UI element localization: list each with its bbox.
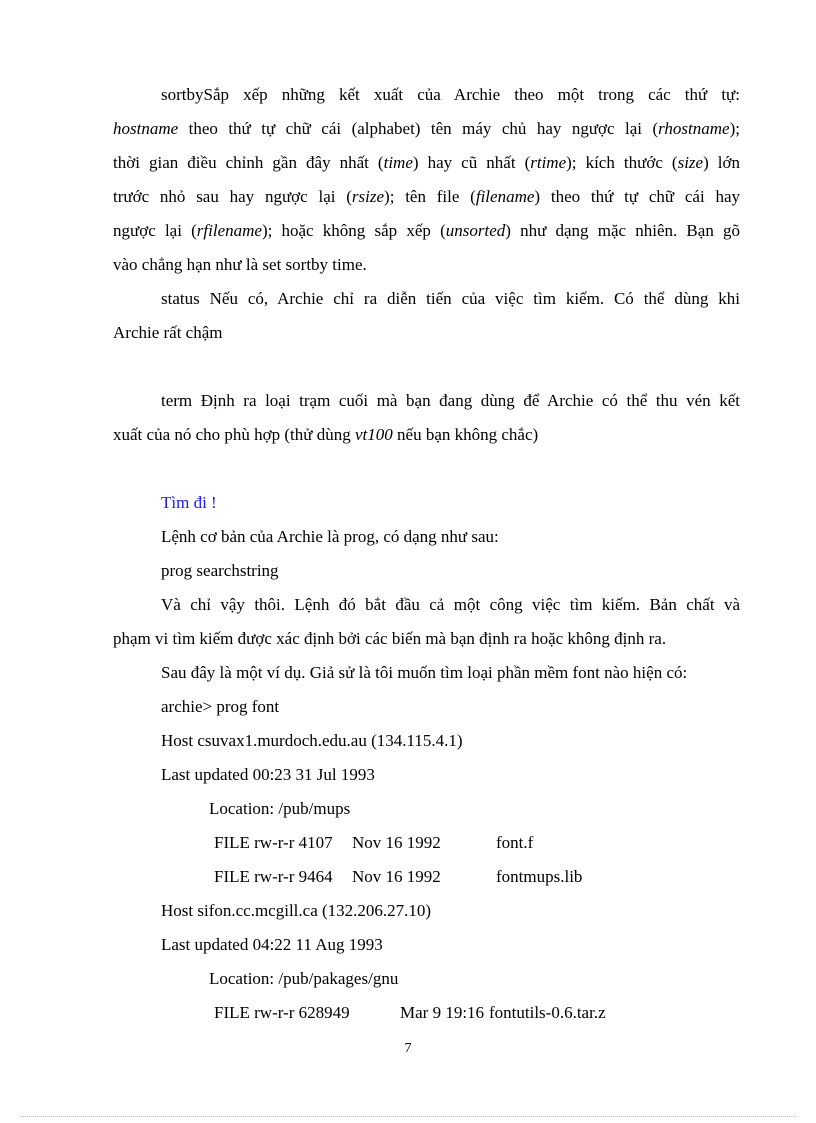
sortby-line-6 (113, 254, 740, 276)
italic-term: rhostname (658, 119, 730, 138)
page-number: 7 (404, 1041, 412, 1056)
text: status Nếu có, Archie chỉ ra diễn tiến của việc tìm kiếm. Có thể dùng khi (161, 289, 740, 308)
italic-term: rsize (351, 187, 385, 206)
text: ); (729, 119, 740, 138)
italic-term: hostname (113, 119, 179, 138)
term-line-2 (113, 424, 740, 446)
location-line: Location: /pub/pakages/gnu (209, 969, 399, 988)
text: vào chẳng hạn như là set sortby time. (113, 255, 367, 274)
italic-term: rfilename (196, 221, 262, 240)
text: sortbySắp xếp những kết xuất của Archie theo một trong các thứ tự: (161, 85, 740, 104)
file-perm: FILE rw-r-r 9464 (214, 867, 333, 886)
text: ); hoặc không sắp xếp ( (261, 221, 446, 240)
para1-line-1: Và chỉ vậy thôi. Lệnh đó bắt đầu cả một công việc tìm kiếm. Bản chất và (161, 595, 740, 614)
file-date: Nov 16 1992 (352, 833, 441, 852)
text: ) hay cũ nhất ( (412, 153, 531, 172)
sortby-line-1 (161, 84, 740, 106)
updated-line: Last updated 04:22 11 Aug 1993 (161, 935, 383, 954)
text: nếu bạn không chắc) (392, 425, 539, 444)
file-row (214, 866, 816, 888)
sortby-line-4 (113, 186, 740, 208)
text: ngược lại ( (113, 221, 197, 240)
italic-term: rtime (530, 153, 567, 172)
text: trước nhỏ sau hay ngược lại ( (113, 187, 352, 206)
file-row (214, 832, 816, 854)
text: ) như dạng mặc nhiên. Bạn gõ (505, 221, 741, 240)
sortby-line-2 (113, 118, 740, 140)
term-line-1 (161, 390, 740, 412)
italic-term: unsorted (445, 221, 506, 240)
host-line: Host sifon.cc.mcgill.ca (132.206.27.10) (161, 901, 432, 920)
intro-text: Lệnh cơ bản của Archie là prog, có dạng như sau: (161, 527, 499, 546)
text: thời gian điều chỉnh gần đây nhất ( (113, 153, 384, 172)
text: xuất của nó cho phù hợp (thử dùng (113, 425, 355, 444)
file-date: Nov 16 1992 (352, 867, 441, 886)
text: Archie rất chậm (113, 323, 223, 342)
footer-divider (20, 1116, 796, 1117)
text: ); tên file ( (384, 187, 476, 206)
updated-line: Last updated 00:23 31 Jul 1993 (161, 765, 375, 784)
status-line-1 (161, 288, 740, 310)
para1-line-2: phạm vi tìm kiếm được xác định bởi các biến mà bạn định ra hoặc không định ra. (113, 629, 667, 648)
file-row (214, 1002, 816, 1024)
text: ) lớn (703, 153, 740, 172)
file-name: fontmups.lib (496, 867, 583, 886)
location-line: Location: /pub/mups (209, 799, 351, 818)
section-heading: Tìm đi ! (161, 493, 217, 512)
italic-term: filename (475, 187, 535, 206)
italic-term: time (383, 153, 413, 172)
example-intro: Sau đây là một ví dụ. Giả sử là tôi muốn tìm loại phần mềm font nào hiện có: (161, 663, 688, 682)
text: term Định ra loại trạm cuối mà bạn đang dùng để Archie có thể thu vén kết (161, 391, 740, 410)
sortby-line-5 (113, 220, 740, 242)
text: ) theo thứ tự chữ cái hay (534, 187, 740, 206)
file-date: Mar 9 19:16 (400, 1003, 485, 1022)
status-line-2 (113, 322, 740, 344)
file-name: fontutils-0.6.tar.z (489, 1003, 606, 1022)
syntax-text: prog searchstring (161, 561, 279, 580)
sortby-line-3 (113, 152, 740, 174)
file-perm: FILE rw-r-r 628949 (214, 1003, 350, 1022)
file-perm: FILE rw-r-r 4107 (214, 833, 333, 852)
command-line: archie> prog font (161, 697, 280, 716)
italic-term: size (677, 153, 704, 172)
italic-term: vt100 (355, 425, 393, 444)
host-line: Host csuvax1.murdoch.edu.au (134.115.4.1) (161, 731, 463, 750)
text: theo thứ tự chữ cái (alphabet) tên máy chủ hay ngược lại ( (178, 119, 659, 138)
file-name: font.f (496, 833, 534, 852)
text: ); kích thước ( (566, 153, 678, 172)
